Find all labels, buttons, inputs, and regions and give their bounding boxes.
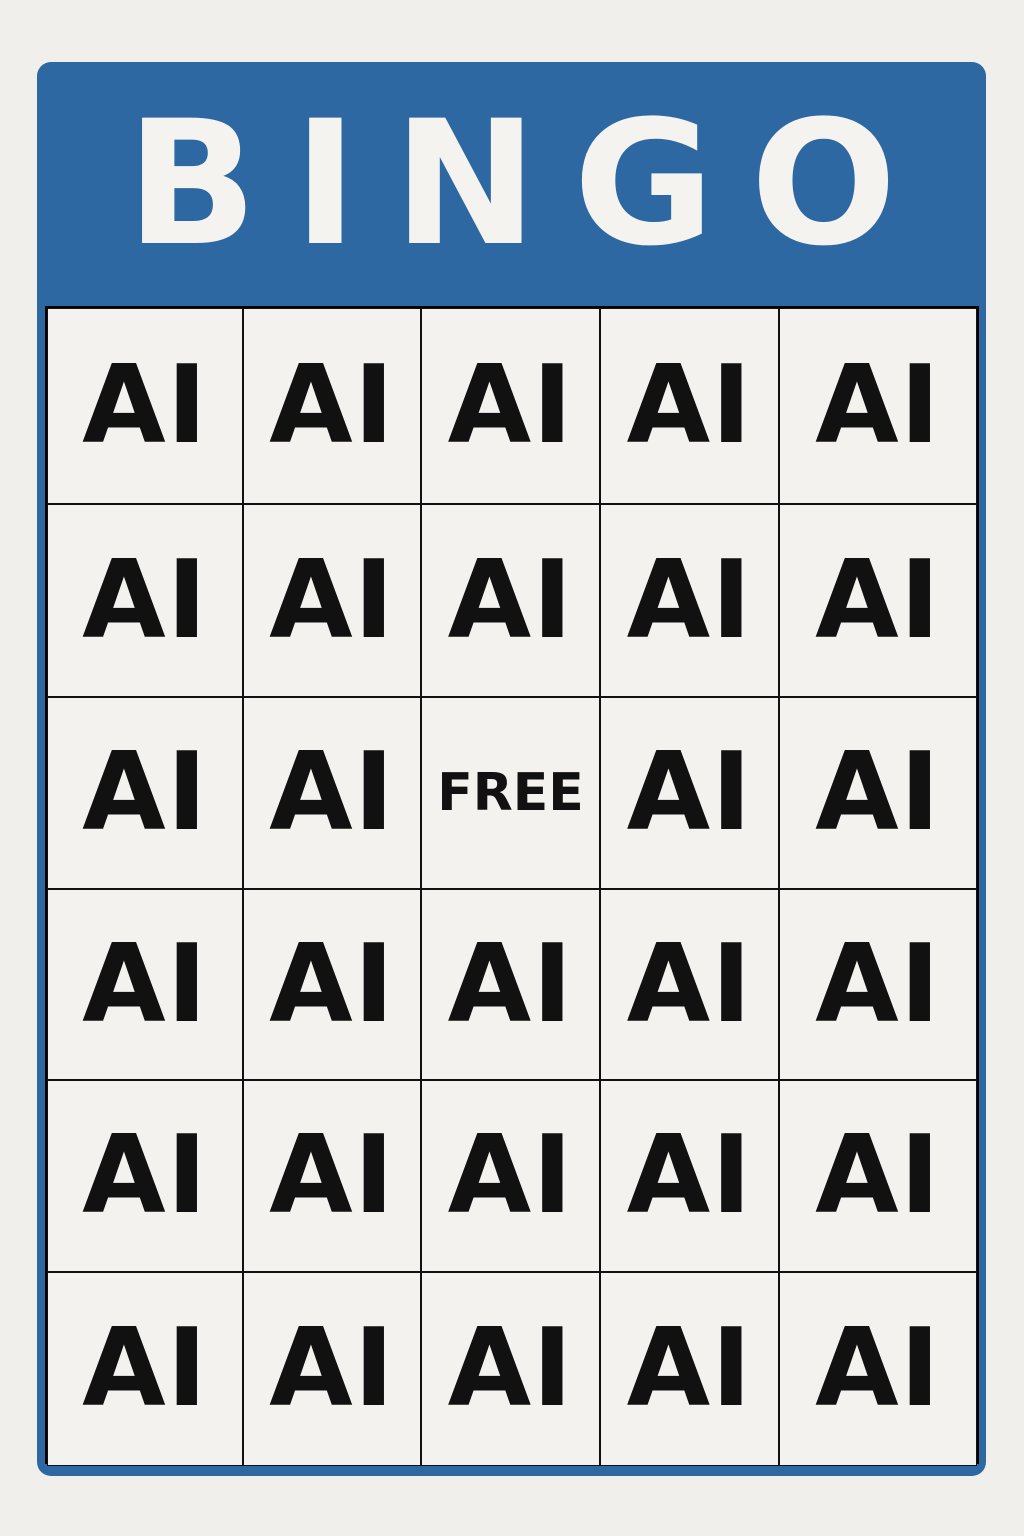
bingo-cell-r3-c4[interactable]: AI [600,697,779,889]
bingo-cell-r3-c5[interactable]: AI [779,697,977,889]
bingo-cell-r6-c3[interactable]: AI [421,1272,600,1466]
bingo-cell-r2-c4[interactable]: AI [600,504,779,697]
bingo-cell-r5-c4[interactable]: AI [600,1080,779,1272]
bingo-cell-r1-c5[interactable]: AI [779,308,977,504]
bingo-card [37,62,986,1476]
bingo-cell-r6-c5[interactable]: AI [779,1272,977,1466]
bingo-cell-r5-c5[interactable]: AI [779,1080,977,1272]
bingo-cell-r4-c5[interactable]: AI [779,889,977,1080]
bingo-cell-r2-c3[interactable]: AI [421,504,600,697]
bingo-cell-r4-c2[interactable]: AI [243,889,421,1080]
bingo-cell-r6-c1[interactable]: AI [47,1272,243,1466]
bingo-cell-r1-c1[interactable]: AI [47,308,243,504]
bingo-cell-r4-c3[interactable]: AI [421,889,600,1080]
bingo-cell-r1-c2[interactable]: AI [243,308,421,504]
bingo-cell-r3-c1[interactable]: AI [47,697,243,889]
bingo-cell-r4-c4[interactable]: AI [600,889,779,1080]
bingo-cell-r6-c2[interactable]: AI [243,1272,421,1466]
bingo-cell-r2-c2[interactable]: AI [243,504,421,697]
bingo-cell-r5-c2[interactable]: AI [243,1080,421,1272]
bingo-cell-r5-c3[interactable]: AI [421,1080,600,1272]
bingo-cell-r1-c4[interactable]: AI [600,308,779,504]
bingo-free-space[interactable]: FREE [421,697,600,889]
bingo-cell-r4-c1[interactable]: AI [47,889,243,1080]
bingo-cell-r2-c5[interactable]: AI [779,504,977,697]
bingo-grid [45,306,979,1464]
bingo-cell-r2-c1[interactable]: AI [47,504,243,697]
bingo-title: BINGO [126,82,933,284]
bingo-cell-r3-c2[interactable]: AI [243,697,421,889]
bingo-cell-r5-c1[interactable]: AI [47,1080,243,1272]
bingo-cell-r1-c3[interactable]: AI [421,308,600,504]
bingo-cell-r6-c4[interactable]: AI [600,1272,779,1466]
